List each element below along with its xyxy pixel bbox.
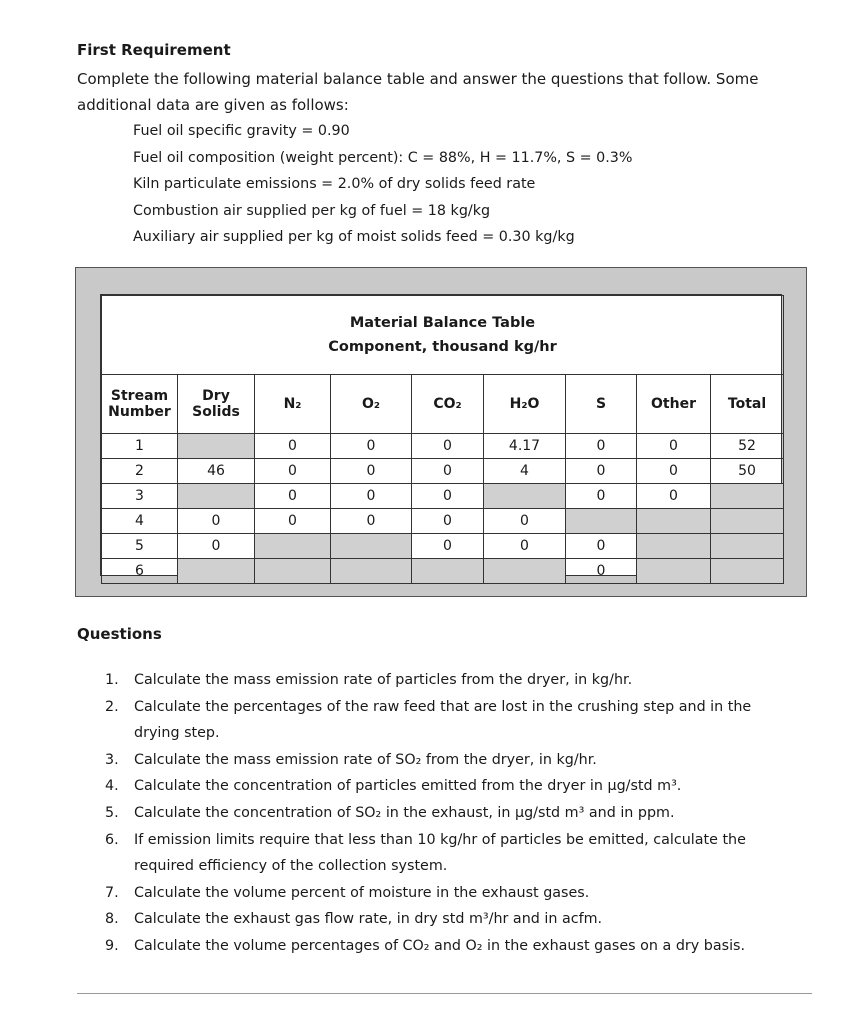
table-cell: 5 <box>102 534 178 559</box>
question-item <box>105 880 795 907</box>
question-text: Calculate the mass emission rate of particles from the dryer, in kg/hr. <box>134 672 633 688</box>
given-item: Auxiliary air supplied per kg of moist solids feed = 0.30 kg/kg <box>133 229 575 246</box>
column-header <box>255 375 331 434</box>
column-header <box>711 375 784 434</box>
table-cell: 0 <box>484 509 566 534</box>
question-item <box>105 694 795 747</box>
question-text: Calculate the concentration of particles emitted from the dryer in μg/std m³. <box>134 778 682 795</box>
question-text: Calculate the concentration of SO₂ in the exhaust, in μg/std m³ and in ppm. <box>134 804 675 821</box>
given-item: Kiln particulate emissions = 2.0% of dry solids feed rate <box>133 176 536 193</box>
table-cell: 0 <box>484 534 566 559</box>
material-balance-table <box>100 294 782 579</box>
column-header <box>412 375 484 434</box>
table-cell <box>255 534 331 559</box>
question-item <box>105 773 795 800</box>
column-header <box>331 375 412 434</box>
table-cell <box>711 559 784 584</box>
table-cell: 0 <box>566 534 637 559</box>
table-cell <box>711 534 784 559</box>
table-title: Material Balance Table <box>349 315 536 331</box>
given-item: Combustion air supplied per kg of fuel = 18 kg/kg <box>133 202 491 219</box>
table-cell: 46 <box>178 459 255 484</box>
table-cell: 50 <box>711 459 784 484</box>
table-cell: 0 <box>331 459 412 484</box>
table-cell: 2 <box>102 459 178 484</box>
table-cell: 0 <box>255 459 331 484</box>
table-row <box>102 559 784 584</box>
bottom-divider <box>77 993 812 994</box>
question-text: Calculate the volume percent of moisture in the exhaust gases. <box>134 884 590 901</box>
table-cell: 0 <box>412 509 484 534</box>
column-header-line: Number <box>108 404 171 420</box>
table-cell: 4.17 <box>484 434 566 459</box>
question-text: Calculate the volume percentages of CO₂ and O₂ in the exhaust gases on a dry basis. <box>134 937 746 954</box>
column-header-line: H₂O <box>509 396 540 412</box>
table-row <box>102 484 784 509</box>
question-item <box>105 667 795 694</box>
table-cell: 0 <box>637 459 711 484</box>
table-cell <box>484 484 566 509</box>
table-cell: 4 <box>484 459 566 484</box>
table-title-cell <box>102 296 784 375</box>
table-cell: 0 <box>566 484 637 509</box>
table-cell <box>178 559 255 584</box>
question-number: 8. <box>105 911 119 928</box>
table-cell: 0 <box>178 534 255 559</box>
table-cell <box>331 559 412 584</box>
table-cell: 0 <box>412 434 484 459</box>
table-cell: 0 <box>178 509 255 534</box>
table-cell: 0 <box>566 459 637 484</box>
given-data-list <box>133 118 633 251</box>
table-cell: 6 <box>102 559 178 584</box>
question-item <box>105 933 795 960</box>
column-header-row <box>102 375 784 434</box>
questions-heading: Questions <box>77 625 162 643</box>
column-header <box>178 375 255 434</box>
questions-list <box>105 667 795 960</box>
column-header <box>637 375 711 434</box>
table-cell <box>711 484 784 509</box>
question-number: 7. <box>105 884 119 901</box>
table-cell <box>484 559 566 584</box>
given-item: Fuel oil specific gravity = 0.90 <box>133 123 350 139</box>
column-header-line: O₂ <box>361 396 381 412</box>
table-row <box>102 509 784 534</box>
table-row <box>102 534 784 559</box>
table-row <box>102 434 784 459</box>
column-header <box>102 375 178 434</box>
table-cell <box>331 534 412 559</box>
question-number: 1. <box>105 672 119 688</box>
question-text: Calculate the exhaust gas flow rate, in dry std m³/hr and in acfm. <box>134 911 603 928</box>
column-header-line: Other <box>651 396 696 412</box>
question-number: 4. <box>105 778 119 795</box>
table-cell: 0 <box>412 459 484 484</box>
column-header-line: Stream <box>110 388 169 404</box>
question-text: Calculate the mass emission rate of SO₂ from the dryer, in kg/hr. <box>134 751 597 768</box>
table-cell: 3 <box>102 484 178 509</box>
table-cell <box>412 559 484 584</box>
table-cell: 0 <box>566 559 637 584</box>
table-cell: 0 <box>331 509 412 534</box>
question-text: If emission limits require that less than 10 kg/hr of particles be emitted, calculate the required efficiency of the collection system. <box>134 831 746 875</box>
question-number: 2. <box>105 698 119 715</box>
table-cell: 0 <box>331 484 412 509</box>
table-cell: 4 <box>102 509 178 534</box>
column-header-line: Solids <box>192 404 240 420</box>
table-cell: 1 <box>102 434 178 459</box>
table-cell: 0 <box>412 534 484 559</box>
table-cell: 0 <box>637 484 711 509</box>
question-number: 6. <box>105 831 119 848</box>
column-header <box>484 375 566 434</box>
intro-paragraph: Complete the following material balance table and answer the questions that follow. Some additional data are given as follows: <box>77 70 759 114</box>
question-number: 9. <box>105 937 119 954</box>
table-cell: 0 <box>255 434 331 459</box>
table-subtitle: Component, thousand kg/hr <box>328 339 557 355</box>
column-header-line: N₂ <box>283 396 302 412</box>
given-item: Fuel oil composition (weight percent): C = 88%, H = 11.7%, S = 0.3% <box>133 149 633 166</box>
question-item <box>105 827 795 880</box>
table-cell <box>637 509 711 534</box>
table-cell: 0 <box>637 434 711 459</box>
table-row <box>102 459 784 484</box>
question-item <box>105 747 795 774</box>
table-cell: 0 <box>566 434 637 459</box>
question-item <box>105 906 795 933</box>
column-header <box>566 375 637 434</box>
column-header-line: CO₂ <box>433 396 462 412</box>
table-cell: 0 <box>412 484 484 509</box>
table-cell: 0 <box>255 509 331 534</box>
table-cell <box>255 559 331 584</box>
question-item <box>105 800 795 827</box>
column-header-line: Dry <box>202 388 230 404</box>
table-cell <box>178 434 255 459</box>
table-cell <box>711 509 784 534</box>
table-cell <box>637 559 711 584</box>
question-text: Calculate the percentages of the raw feed that are lost in the crushing step and in the drying step. <box>134 698 752 742</box>
table-cell <box>637 534 711 559</box>
question-number: 5. <box>105 804 119 821</box>
table-cell <box>566 509 637 534</box>
table-cell <box>178 484 255 509</box>
question-number: 3. <box>105 751 119 768</box>
table-body <box>102 434 784 584</box>
column-header-line: S <box>595 396 607 412</box>
section-heading: First Requirement <box>77 41 231 59</box>
material-balance-table-frame <box>75 267 807 597</box>
table-cell: 0 <box>331 434 412 459</box>
table-cell: 0 <box>255 484 331 509</box>
table-cell: 52 <box>711 434 784 459</box>
column-header-line: Total <box>727 396 767 412</box>
